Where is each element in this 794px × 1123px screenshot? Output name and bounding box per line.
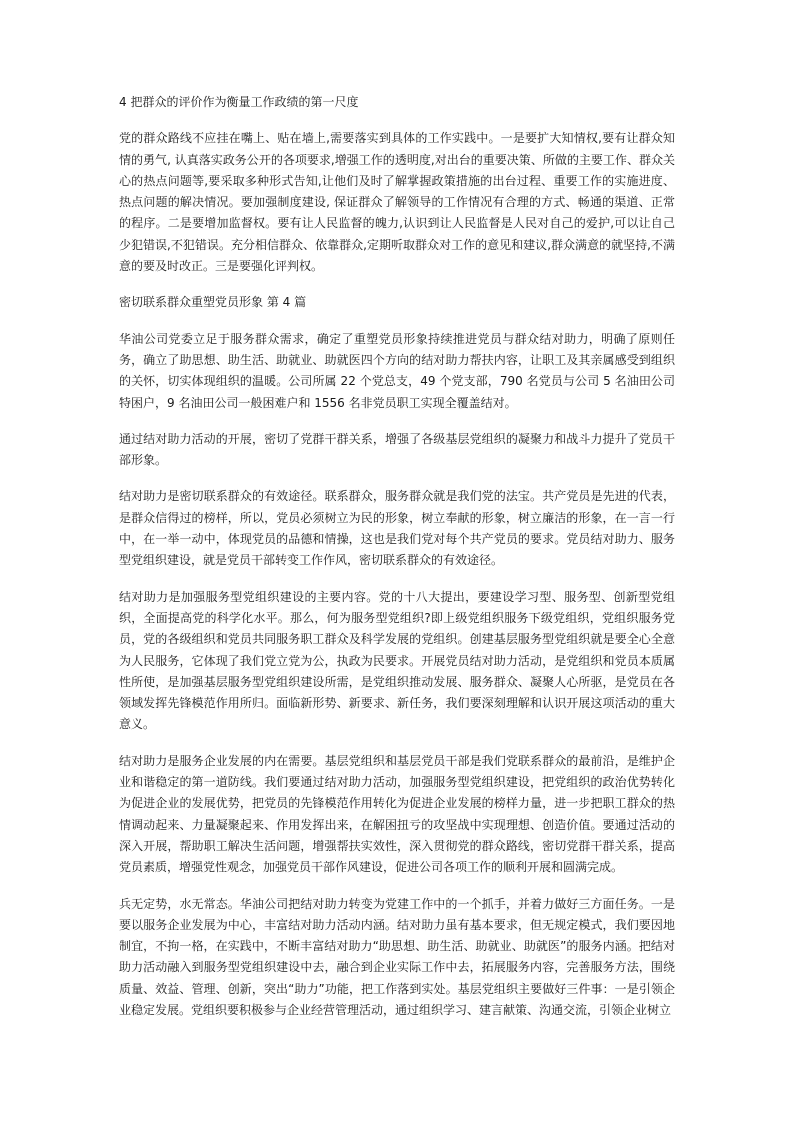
article-paragraph: 兵无定势，水无常态。华油公司把结对助力转变为党建工作中的一个抓手，并着力做好三方面任务。一是要以服务企业发展为中心，丰富结对助力活动内涵。结对助力虽有基本要求，但无规定模式，我们要因地制宜，不拘一格，在实践中，不断丰富结对助力“助思想、助生活、助就业、助就医”的服务内涵。把结对助力活动融入到服务型党组织建设中去，融合到企业实际工作中去，拓展服务内容，完善服务方法，围绕质量、效益、管理、创新，突出“助力”功能，把工作落到实处。基层党组织主要做好三件事：一是引领企业稳定发展。党组织要积极参与企业经营管理活动，通过组织学习、建言献策、沟通交流，引领企业树立: [119, 896, 675, 1017]
article-paragraph: 结对助力是密切联系群众的有效途径。联系群众，服务群众就是我们党的法宝。共产党员是先进的代表，是群众信得过的榜样，所以，党员必须树立为民的形象，树立奉献的形象，树立廉洁的形象，在一言一行中，在一举一动中，体现党员的品德和情操，这也是我们党对每个共产党员的要求。党员结对助力、服务型党组织建设，就是党员干部转变工作作风，密切联系群众的有效途径。: [119, 489, 675, 568]
article-paragraph: 结对助力是服务企业发展的内在需要。基层党组织和基层党员干部是我们党联系群众的最前沿，是维护企业和谐稳定的第一道防线。我们要通过结对助力活动，加强服务型党组织建设，把党组织的政治优势转化为促进企业的发展优势，把党员的先锋模范作用转化为促进企业发展的榜样力量，进一步把职工群众的热情调动起来、力量凝聚起来、作用发挥出来，在解困扭亏的攻坚战中实现理想、创造价值。要通过活动的深入开展，帮助职工解决生活问题，增强帮扶实效性，深入贯彻党的群众路线，密切党群干群关系，提高党员素质，增强党性观念，加强党员干部作风建设，促进公司各项工作的顺利开展和圆满完成。: [119, 753, 675, 875]
article-title: 密切联系群众重塑党员形象 第 4 篇: [119, 295, 307, 310]
article-paragraph: 结对助力是加强服务型党组织建设的主要内容。党的十八大提出，要建设学习型、服务型、创新型党组织，全面提高党的科学化水平。那么，何为服务型党组织?即上级党组织服务下级党组织，党组织服务党员，党的各级组织和党员共同服务职工群众及科学发展的党组织。创建基层服务型党组织就是要全心全意为人民服务，它体现了我们党立党为公，执政为民要求。开展党员结对助力活动，是党组织和党员本质属性所使，是加强基层服务型党组织建设所需，是党组织推动发展、服务群众、凝聚人心所驱，是党员在各领域发挥先锋模范作用所归。面临新形势、新要求、新任务，我们要深刻理解和认识开展这项活动的重大意义。: [119, 589, 675, 732]
article-paragraph: 通过结对助力活动的开展，密切了党群干群关系，增强了各级基层党组织的凝聚力和战斗力提升了党员干部形象。: [119, 431, 675, 468]
document-page: [119, 92, 675, 1021]
section-paragraph: 党的群众路线不应挂在嘴上、贴在墙上,需要落实到具体的工作实践中。一是要扩大知情权,要有让群众知情的勇气, 认真落实政务公开的各项要求,增强工作的透明度,对出台的重要决策、所做的主要工作、群众关心的热点问题等,要采取多种形式告知,让他们及时了解掌握政策措施的出台过程、重要工作的实施进度、 热点问题的解决情况。要加强制度建设, 保证群众了解领导的工作情况有合理的方式、畅通的渠道、正常的程序。二是要增加监督权。要有让人民监督的魄力,认识到让人民监督是人民对自己的爱护,可以让自己少犯错误,不犯错误。充分相信群众、依靠群众,定期听取群众对工作的意见和建议,群众满意的就坚持,不满意的要及时改正。三是要强化评判权。: [119, 131, 675, 274]
section-heading: 4 把群众的评价作为衡量工作政绩的第一尺度: [119, 95, 359, 109]
article-paragraph: 华油公司党委立足于服务群众需求，确定了重塑党员形象持续推进党员与群众结对助力，明确了原则任务，确立了助思想、助生活、助就业、助就医四个方向的结对助力帮扶内容，让职工及其亲属感受到组织的关怀，切实体现组织的温暖。公司所属 22 个党总支，49 个党支部，790 名党员与公司 5 名油田公司特困户，9 名油田公司一般困难户和 1556 名非党员职工实现全覆盖结对。: [119, 331, 675, 410]
